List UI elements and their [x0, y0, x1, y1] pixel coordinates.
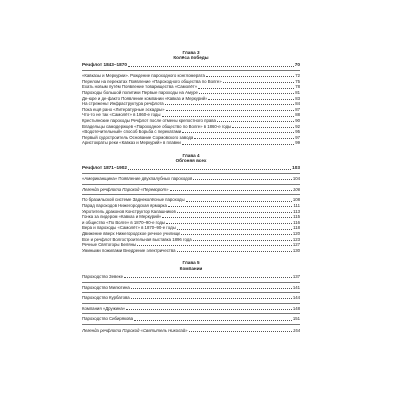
entry-page: 141 [292, 284, 300, 290]
toc-entry[interactable] [82, 176, 300, 182]
toc-entry[interactable] [82, 316, 300, 322]
leader-dots [181, 234, 291, 235]
entry-title: На стрежень! Инфраструктура речфлота [82, 101, 164, 107]
entry-page: 99 [295, 140, 300, 146]
table-of-contents [82, 50, 300, 334]
entry-title: Пароходство Зевеке [82, 274, 123, 280]
chapter-heading [82, 260, 300, 271]
leader-dots [177, 212, 292, 213]
chapter-number: Глава 5 [182, 260, 200, 266]
leader-dots [177, 251, 292, 252]
entry-page: 78 [295, 84, 300, 90]
leader-dots [137, 245, 292, 246]
leader-dots [165, 104, 295, 105]
toc-entry[interactable] [82, 274, 300, 280]
entry-page: 87 [295, 106, 300, 112]
divider [82, 282, 300, 283]
entry-title: и общество «По Волге» в 1870–90-е годы [82, 219, 166, 225]
entry-page: 120 [292, 230, 300, 236]
entry-title: Де-юре и де-факто Появление компании «Кавказ и Меркурий» [82, 95, 208, 101]
entry-page: 70 [294, 61, 300, 67]
entry-title: Умиными пожилами Внедрение электричества [82, 247, 176, 253]
entry-title: Крестьянские пароходы Речфлот после отмены крепостного права [82, 117, 216, 123]
entry-title: Пароходство Сибирякова [82, 316, 134, 322]
leader-dots [128, 66, 294, 67]
entry-title: Первый судостроитель Основание Сормовского завода [82, 134, 194, 140]
entry-page: 116 [293, 219, 300, 225]
entry-page: 95 [295, 129, 300, 135]
chapter-entries [82, 274, 300, 325]
entry-title: Укротитель драконов Конструктор Калашников [82, 208, 176, 214]
chapter-number: Глава 4 [182, 152, 200, 158]
entry-title: Вера и пароходы «Самолёт» в 1870–90-е годы [82, 225, 176, 231]
entry-title: Речные Святогоры Беляны [82, 242, 137, 248]
entry-page: 111 [293, 202, 300, 208]
entry-page: 84 [295, 101, 300, 107]
entry-page: 115 [293, 214, 300, 220]
chapter-heading [82, 153, 300, 164]
entry-page: 90 [295, 117, 300, 123]
divider [82, 70, 300, 71]
entry-page: 144 [292, 295, 300, 301]
toc-entry[interactable] [82, 306, 300, 312]
entry-page: 83 [295, 95, 300, 101]
toc-entry[interactable] [82, 285, 300, 291]
chapter-title: Колёса победы [173, 55, 209, 61]
entry-page: 108 [292, 197, 300, 203]
leader-dots [223, 82, 295, 83]
entry-title: Все и речфлот Волгостроительная выставка 1896 года [82, 236, 192, 242]
toc-legend-entry[interactable] [82, 328, 300, 334]
entry-page: 103 [292, 164, 300, 170]
entry-title: Речфлот 1871–1902 [82, 164, 127, 170]
leader-dots [166, 110, 295, 111]
entry-title: По бразильской системе Заднеколёсные пароходы [82, 197, 185, 203]
entry-title: Аристократы реки «Кавказ и Меркурий» в плавни [82, 140, 181, 146]
entry-page: 137 [292, 274, 300, 280]
divider [82, 313, 300, 314]
divider [82, 303, 300, 304]
entry-title: Пароходство Курбатова [82, 295, 130, 301]
entry-title: Пароходство Милютина [82, 284, 130, 290]
entry-title: Легенда речфлота Пароход «Переворот» [82, 186, 169, 192]
divider [82, 324, 300, 325]
leader-dots [232, 127, 294, 128]
leader-dots [168, 206, 293, 207]
entry-title: Пароходы большой политики Первые пароходы на Амуре [82, 90, 198, 95]
entry-page: 97 [295, 134, 300, 140]
entry-title: Движение вверх Нижегородское речное училище [82, 230, 181, 236]
divider [82, 184, 300, 185]
chapter-entries [82, 197, 300, 253]
leader-dots [162, 116, 295, 117]
leader-dots [128, 169, 291, 170]
spacer [82, 253, 300, 260]
leader-dots [193, 240, 292, 241]
entry-page: 148 [292, 305, 300, 311]
entry-page: 113 [293, 208, 300, 214]
entry-page: 88 [295, 112, 300, 118]
chapter-heading [82, 50, 300, 61]
leader-dots [217, 121, 294, 122]
chapter-title: Обгоняя всех [175, 158, 207, 164]
leader-dots [126, 309, 292, 310]
entry-page: 130 [292, 247, 300, 253]
entry-title: Речфлот 1843–1870 [82, 61, 127, 67]
entry-page: 151 [292, 316, 300, 322]
toc-legend-entry[interactable] [82, 187, 300, 193]
chapter-title: Компании [179, 265, 203, 271]
entry-title: Компания «Дружина» [82, 305, 126, 311]
leader-dots [199, 93, 294, 94]
leader-dots [193, 179, 291, 180]
entry-title: Перелом на перекатах Появление «Пароходного общества по Волге» [82, 78, 222, 84]
leader-dots [124, 277, 292, 278]
leader-dots [166, 223, 292, 224]
divider [82, 292, 300, 293]
entry-page: 92 [295, 123, 300, 129]
entry-title: Парад пароходов Нижегородская ярмарка [82, 202, 167, 208]
leader-dots [162, 217, 292, 218]
entry-page: 104 [292, 176, 300, 182]
leader-dots [198, 88, 294, 89]
chapter-entries [82, 73, 300, 146]
spacer [82, 146, 300, 153]
leader-dots [131, 288, 292, 289]
leader-dots [194, 138, 294, 139]
entry-title: Что-то не так «Самолёт» в 1860-е годы [82, 112, 161, 118]
entry-title: «Кавказы и Меркурии». Рождение пароходного конгломерата [82, 73, 205, 79]
toc-entry[interactable] [82, 295, 300, 301]
entry-title: Пока ещё рано «Литературные эскадры» [82, 106, 165, 112]
leader-dots [170, 190, 292, 191]
entry-page: 106 [292, 186, 300, 192]
leader-dots [208, 99, 294, 100]
entry-page: 118 [293, 225, 300, 231]
toc-main-entry[interactable] [82, 165, 300, 171]
leader-dots [182, 132, 294, 133]
leader-dots [189, 331, 292, 332]
entry-title: Владельцы самодержцев «Пароходное общество по Волге» в 1860-е годы [82, 123, 232, 129]
entry-page: 123 [292, 236, 300, 242]
leader-dots [206, 76, 294, 77]
leader-dots [186, 201, 292, 202]
entry-page: 154 [292, 328, 300, 334]
entry-title: Ехать новым путём Появление товарищества «Самолёт» [82, 84, 198, 90]
entry-page: 81 [295, 90, 300, 95]
toc-main-entry[interactable] [82, 62, 300, 68]
leader-dots [134, 320, 292, 321]
divider [82, 194, 300, 195]
leader-dots [177, 229, 292, 230]
entry-page: 75 [295, 78, 300, 84]
entry-title: «Водотечительный» способ Борьба с перекатами [82, 129, 182, 135]
leader-dots [182, 144, 294, 145]
divider [82, 173, 300, 174]
entry-page: 127 [292, 242, 300, 248]
entry-page: 72 [295, 73, 300, 79]
leader-dots [131, 298, 292, 299]
chapter-number: Глава 3 [182, 50, 200, 55]
entry-title: Легенда речфлота Пароход «Святитель Николай» [82, 328, 188, 334]
entry-title: Гонка за лидером «Кавказ и Меркурий» [82, 214, 162, 220]
entry-title: «Американщина» Появление двухпалубных пароходов [82, 176, 193, 182]
